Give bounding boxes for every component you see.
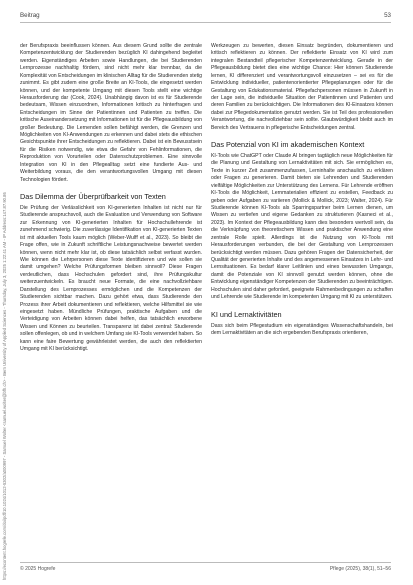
left-column xyxy=(20,43,202,353)
page-number: 53 xyxy=(384,12,391,19)
left-paragraph-2: Die Prüfung der Verlässlichkeit von KI-generierten Inhalten ist nicht nur für Studierende anspruchsvoll, auch die Evaluation und Verwendung von Software zur Erkennung von KI-generierten Inhalten für Hochschullehrende ist zunehmend schwierig. Die zuverlässige Identifikation von KI-generierten Texten ist mit aktuellen Tools kaum möglich (Weber-Wulff et al., 2023). So bleibt die Frage offen, wie in Zukunft schriftliche Leistungsnachweise bewertet werden können, wenn nicht mehr klar ist, ob diese tatsächlich selbst verfasst wurden. Wie können die Lehrpersonen diese Texte identifizieren und wie sollen sie damit umgehen? Welche Prüfungsformen bleiben sinnvoll? Diese Fragen verdeutlichen, dass Hochschulen gefordert sind, ihre Prüfungskultur weiterzuentwickeln. Es braucht neue Formate, die eine nachvollziehbare Darstellung des Lernprozesses ermöglichen und die Kompetenzen der Studierenden sichtbar machen. Dazu gehört etwa, dass Studierende den Prozess ihrer Arbeit dokumentieren und reflektieren, welche Hilfsmittel sie wie eingesetzt haben. Mündliche Prüfungen, praktische Aufgaben und die Verteidigung von Arbeiten können dabei helfen, das tatsächlich erworbene Wissen und Können zu beurteilen. Transparenz ist dabei zentral: Studierende sollen offenlegen, ob und in welchem Umfang sie KI-Tools verwendet haben. So kann eine faire Bewertung gewährleistet werden, die auch den reflektierten Umgang mit KI berücksichtigt. xyxy=(20,205,202,353)
right-paragraph-2: KI-Tools wie ChatGPT oder Claude AI bringen tagtäglich neue Möglichkeiten für die Planung und Gestaltung von Lernaktivitäten mit sich. Sie ermöglichen es, Texte in kurzer Zeit zusammenzufassen, Lerninhalte anschaulich zu erklären oder Fragen zu generieren. Damit bieten sie Lehrenden und Studierenden vielfältige Möglichkeiten zur Unterstützung des Lernens. Für Lehrende eröffnen KI-Tools die Möglichkeit, Lernmaterialien effizient zu erstellen, Feedback zu geben oder Aufgaben zu variieren (Mollick & Mollick, 2023; Walter, 2024). Für Studierende können KI-Tools als Sparringspartner beim Lernen dienen, um Wissen zu vertiefen und eigene Gedanken zu strukturieren (Kasneci et al., 2023). Im Kontext der Pflegeausbildung kann dies besonders wertvoll sein, da die Verknüpfung von theoretischem Wissen und praktischer Anwendung eine zentrale Rolle spielt. Allerdings ist die Nutzung von KI-Tools mit Herausforderungen verbunden, die bei der Gestaltung von Lernprozessen berücksichtigt werden müssen. Dazu gehören Fragen der Datensicherheit, der Qualität der generierten Inhalte und des angemessenen Einsatzes in Lehr- und Lernsituationen. Es bedarf klarer Leitlinien und eines bewussten Umgangs, damit die Potenziale von KI sinnvoll genutzt werden können, ohne die Entwicklung eigenständiger Kompetenzen der Studierenden zu beeinträchtigen. Hochschulen sind daher gefordert, geeignete Rahmenbedingungen zu schaffen und Lehrende wie Studierende im kompetenten Umgang mit KI zu unterstützen. xyxy=(211,153,393,301)
citation: Pflege (2025), 38(1), 51–56 xyxy=(329,566,391,572)
heading-dilemma: Das Dilemma der Überprüfbarkeit von Texten xyxy=(20,192,166,202)
right-paragraph-3: Dass sich beim Pflegestudium ein eigenständiges Wissenschaftshandeln, bei dem Lernaktivitäten an die sich ergebenden Berufspraxis orientieren, xyxy=(211,322,393,336)
right-column xyxy=(211,43,393,337)
heading-potential: Das Potenzial von KI im akademischen Kontext xyxy=(211,140,365,150)
copyright: © 2025 Hogrefe xyxy=(20,566,56,572)
page-header xyxy=(20,12,391,23)
heading-learning: KI und Lernaktivitäten xyxy=(211,309,282,319)
right-paragraph-1: Werkzeugen zu bewerten, diesen Einsatz begründen, dokumentieren und kritisch reflektieren zu können. Der reflektierte Einsatz von KI wird zum integralen Bestandteil pflegerischer Kompetenzentwicklung. Gerade in der Pflegeausbildung bietet dies eine wichtige Chance: Hier können Studierende lernen, KI differenziert und verantwortungsvoll einzusetzen – sei es für die Entwicklung individueller, patientenorientierter Pflegeplanungen oder für die Gestaltung von Edukationsmaterial. Pflegefachpersonen müssen in Zukunft in der Lage sein, die individuelle Situation der Patientinnen und Patienten und deren Familien zu berücksichtigen. Die Informationen des KI-Einsatzes können dabei zur Pflegedokumentation genutzt werden. Sie ist Teil des professionellen Verantwortung, die nachvollziehbar sein sollte. Glaubwürdigkeit bleibt auch im Bereich des Vertrauens in pflegerische Entscheidungen zentral. xyxy=(211,43,393,131)
left-paragraph-1: der Berufspraxis beeinflussen können. Aus diesem Grund sollte die zentrale Kompetenzentwicklung der Studierenden bezüglich KI dahingehend begleitet werden. Eigenständiges Arbeiten sowie Handlungen, die bei Studierenden Lernprozesse nachhaltig fördern, sind nicht mehr klar trennbar, da die Komplexität von Entscheidungen im klinischen Alltag für die Studierenden stetig zunimmt. Es gibt zudem eine große Breite an KI-Tools, die eingesetzt werden können, und der kompetente Umgang mit diesen Tools stellt eine wichtige Herausforderung dar (Cook, 2024). Unabhängig davon ist es für Studierende bedeutsam, Wissen einzuordnen, Informationen kritisch zu hinterfragen und Entscheidungen im Sinne der Patientinnen und Patienten zu treffen. Die kritische Auseinandersetzung mit Informationen ist für die Pflegeausbildung von großer Bedeutung. Die Lernenden sollen befähigt werden, die Grenzen und Möglichkeiten von KI-Anwendungen zu erkennen und dabei stets die ethischen Gesichtspunkte ihrer Entscheidungen zu reflektieren. Dabei ist ein Bewusstsein für die Risiken notwendig, wie etwa die Gefahr von Fehlinformationen, die Reproduktion von Vorurteilen oder Datenschutzproblemen. Eine sinnvolle Integration von KI in den Pflegealltag setzt eine fundierte Aus- und Weiterbildung voraus, die den verantwortungsvollen Umgang mit diesen Technologien fördert. xyxy=(20,43,202,183)
section-label: Beitrag xyxy=(20,12,40,19)
side-watermark: https://econtent.hogrefe.com/doi/pdf/10.1024/1012-5302/a000997 - Samuel Wolter <samuel.wolter@bfh.ch> - Bern University of Applied Sciences - Thursday, July 3, 2025 1:22:41 AM - IP Address:147.87.90.86 xyxy=(2,192,7,580)
page-footer xyxy=(20,562,391,573)
